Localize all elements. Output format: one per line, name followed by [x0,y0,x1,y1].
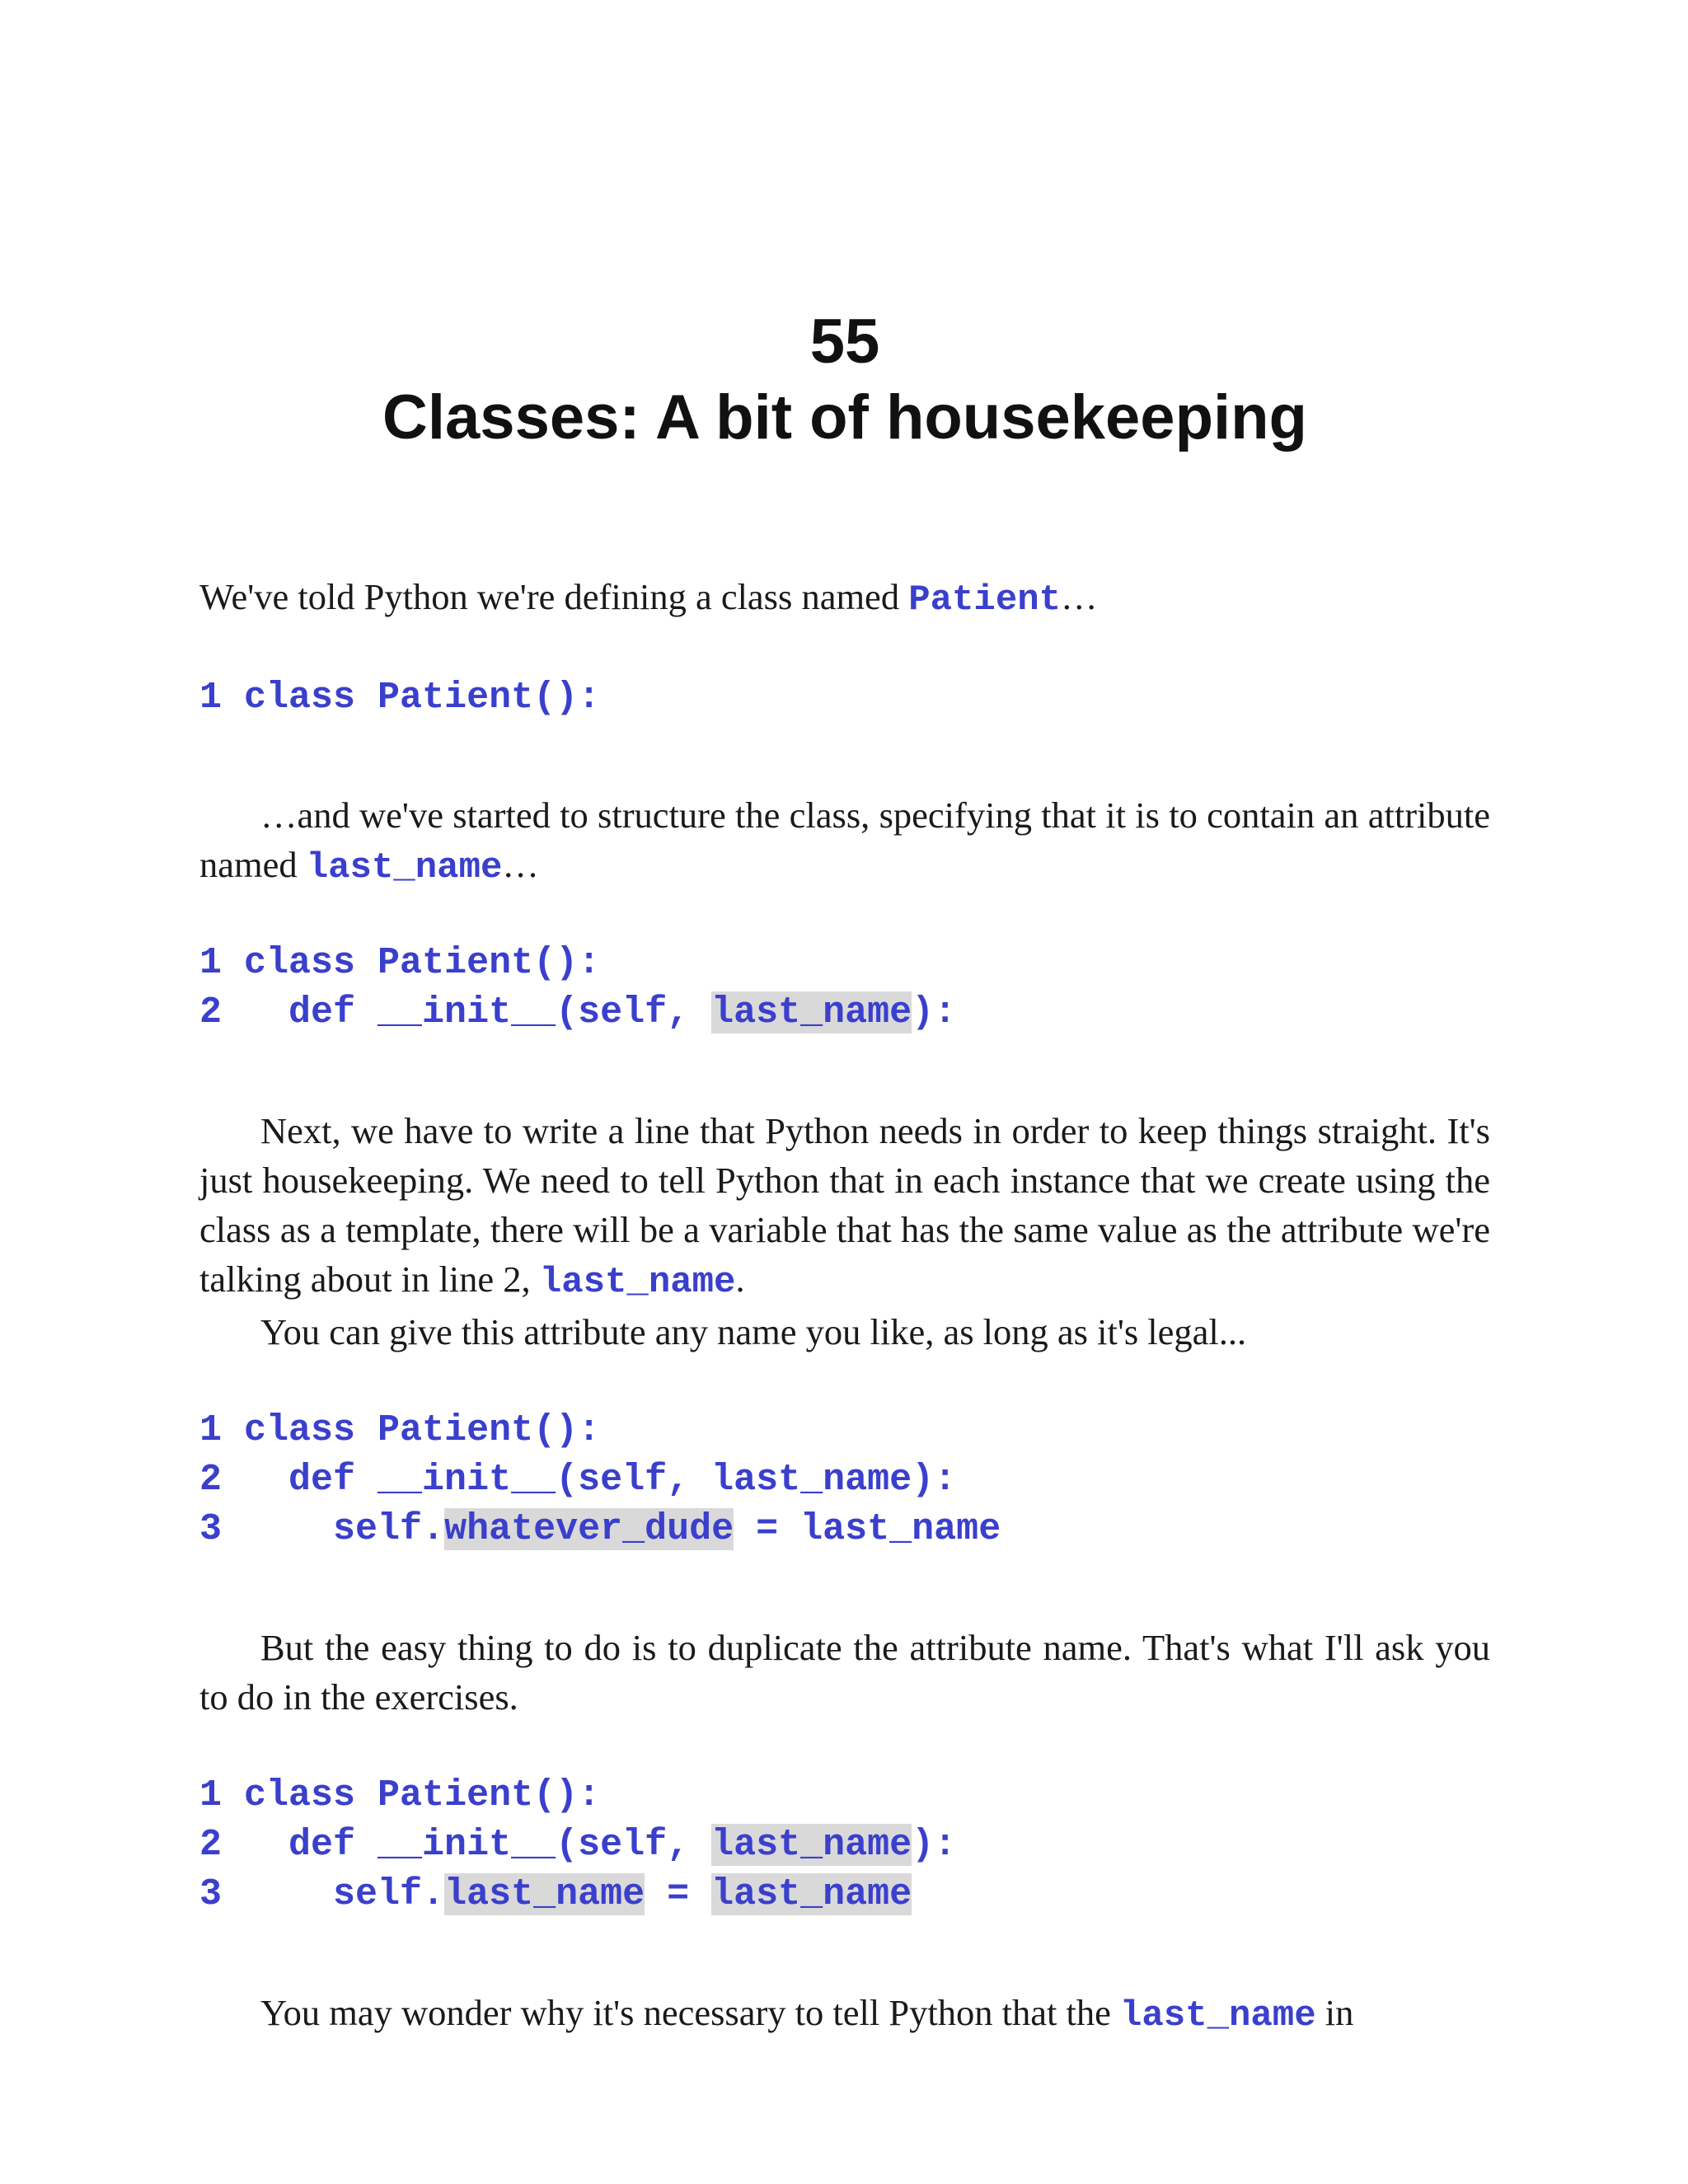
code-text: class Patient(): [244,942,601,984]
code-block-2 [199,939,1490,1038]
highlighted-code: last_name [711,1873,912,1915]
line-number: 1 [199,677,223,719]
inline-code-patient: Patient [908,579,1062,621]
line-number: 3 [199,1873,223,1915]
line-number: 1 [199,1409,223,1451]
code-text: def __init__(self, [288,1824,712,1866]
code-line [199,1771,1490,1821]
line-number: 1 [199,942,223,984]
paragraph-attribute [199,790,1490,893]
code-text: ): [912,1824,957,1866]
inline-code-last-name: last_name [306,847,503,888]
page [199,305,1490,2041]
line-number: 1 [199,1774,223,1816]
code-text: class Patient(): [244,1774,601,1816]
code-text: self. [333,1873,445,1915]
code-line [199,1821,1490,1870]
code-line [199,1406,1490,1455]
highlighted-code: last_name [711,1824,912,1866]
code-block-1 [199,673,1490,723]
code-block-3 [199,1406,1490,1554]
paragraph-tail: … [502,844,539,885]
code-line [199,939,1490,988]
paragraph-wonder [199,1988,1490,2041]
paragraph-duplicate: But the easy thing to do is to duplicate the attribute name. That's what I'll ask you to do in the exercises. [199,1627,1490,1718]
paragraph-housekeeping [199,1106,1490,1307]
line-number: 3 [199,1508,223,1550]
code-block-4 [199,1771,1490,1919]
code-line [199,988,1490,1038]
chapter-number: 55 [809,307,880,377]
line-number: 2 [199,1459,223,1501]
code-text: ): [912,991,957,1033]
paragraph-text: You may wonder why it's necessary to tell Python that the [260,1992,1120,2033]
code-text: def __init__(self, last_name): [288,1459,957,1501]
code-text: = last_name [734,1508,1001,1550]
inline-code-last-name: last_name [539,1262,736,1303]
intro-tail: … [1061,576,1098,617]
highlighted-code: last_name [711,991,912,1033]
inline-code-last-name: last_name [1119,1995,1316,2036]
line-number: 2 [199,1824,223,1866]
intro-paragraph [199,572,1490,625]
code-line [199,1505,1490,1554]
highlighted-code: last_name [444,1873,645,1915]
code-line [199,673,1490,723]
paragraph-text: Next, we have to write a line that Python needs in order to keep things straight. It's just housekeeping. We need to tell Python that in each instance that we create using the class as a template, there will be a variable that has the same value as the attribute we're talking about in line 2, [199,1110,1490,1300]
intro-text: We've told Python we're defining a class named [199,576,909,617]
code-text: class Patient(): [244,677,601,719]
paragraph-tail: in [1315,1992,1354,2033]
code-text: def __init__(self, [288,991,712,1033]
code-text: class Patient(): [244,1409,601,1451]
paragraph-tail: . [735,1258,745,1300]
code-line [199,1455,1490,1505]
highlighted-code: whatever_dude [444,1508,734,1550]
paragraph-text: …and we've started to structure the class, specifying that it is to contain an attribute named [199,794,1490,885]
line-number: 2 [199,991,223,1033]
chapter-title: Classes: A bit of housekeeping [382,382,1307,452]
code-text: self. [333,1508,445,1550]
paragraph-any-name: You can give this attribute any name you like, as long as it's legal... [260,1311,1247,1352]
code-line [199,1870,1490,1919]
code-text: = [645,1873,712,1915]
